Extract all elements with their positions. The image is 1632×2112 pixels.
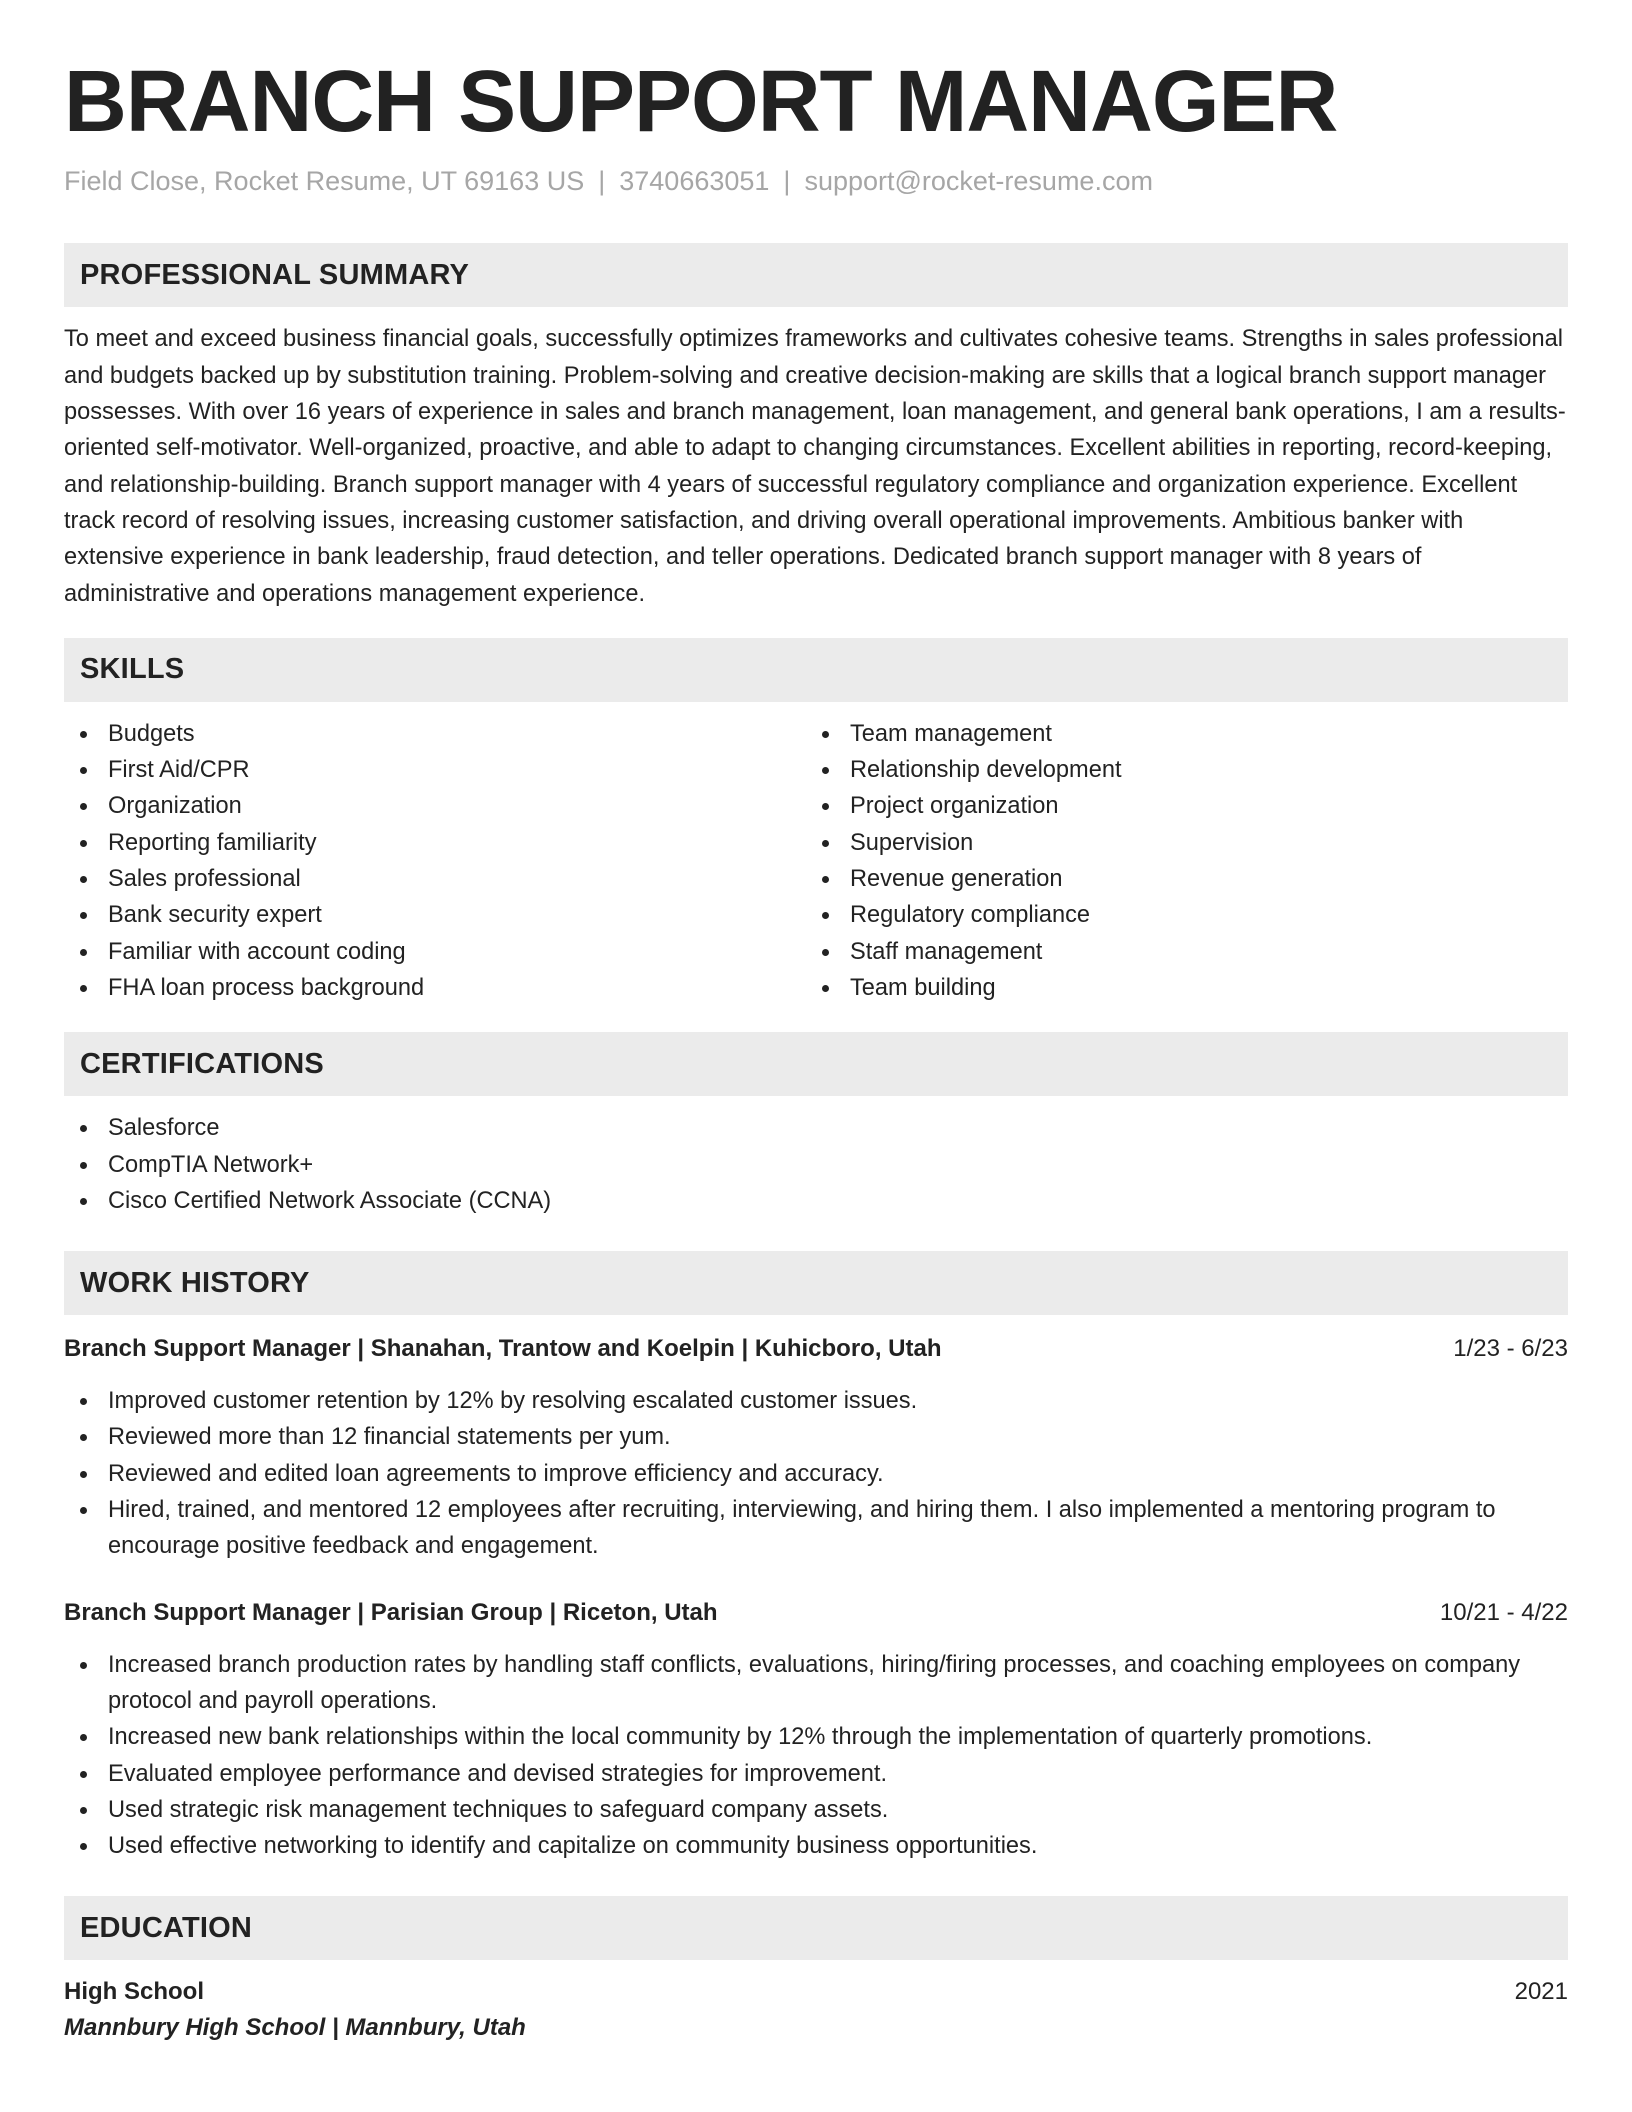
job-bullet: Improved customer retention by 12% by resolving escalated customer issues. (64, 1383, 1568, 1419)
job-dates: 10/21 - 4/22 (1439, 1598, 1568, 1626)
contact-separator: | (598, 166, 606, 197)
certification-item: Cisco Certified Network Associate (CCNA) (64, 1183, 1568, 1219)
job-bullets (64, 1647, 1568, 1865)
summary-text: To meet and exceed business financial goals, successfully optimizes frameworks and cultivates cohesive teams. Strengths in sales professional and budgets backed up by substitution training. Problem-solving and creative decision-making are skills that a logical branch support manager possesses. With over 16 years of experience in sales and branch management, loan management, and general bank operations, I am a results-oriented self-motivator. Well-organized, proactive, and able to adapt to changing circumstances. Excellent abilities in reporting, record-keeping, and relationship-building. Branch support manager with 4 years of successful regulatory compliance and organization experience. Excellent track record of resolving issues, increasing customer satisfaction, and driving overall operational improvements. Ambitious banker with extensive experience in bank leadership, fraud detection, and teller operations. Dedicated branch support manager with 8 years of administrative and operations management experience. (64, 326, 1566, 607)
job-bullet: Evaluated employee performance and devised strategies for improvement. (64, 1756, 1568, 1792)
job-bullet: Increased new bank relationships within the local community by 12% through the implementation of quarterly promotions. (64, 1719, 1568, 1755)
skill-item: Relationship development (806, 752, 1548, 788)
job-bullet: Increased branch production rates by handling staff conflicts, evaluations, hiring/firing processes, and coaching employees on company protocol and payroll operations. (64, 1647, 1568, 1720)
certification-item: Salesforce (64, 1110, 1568, 1146)
education-year: 2021 (1514, 1978, 1568, 2006)
job-entry (64, 1595, 1568, 1865)
contact-address: Field Close, Rocket Resume, UT 69163 US (64, 166, 585, 197)
skill-item: Project organization (806, 788, 1548, 824)
skills-column-left (64, 716, 806, 1006)
section-heading-skills: SKILLS (64, 638, 1568, 702)
job-header (64, 1595, 1568, 1631)
skill-item: Bank security expert (64, 897, 806, 933)
skill-item: Organization (64, 788, 806, 824)
skill-item: Revenue generation (806, 861, 1548, 897)
education-school: Mannbury High School | Mannbury, Utah (64, 2014, 526, 2042)
job-bullet: Used strategic risk management techniques to safeguard company assets. (64, 1792, 1568, 1828)
section-heading-certifications: CERTIFICATIONS (64, 1032, 1568, 1096)
job-bullet: Hired, trained, and mentored 12 employees after recruiting, interviewing, and hiring them. I also implemented a mentoring program to encourage positive feedback and engagement. (64, 1492, 1568, 1565)
section-heading-education: EDUCATION (64, 1896, 1568, 1960)
skill-item: Sales professional (64, 861, 806, 897)
skills-column-right (806, 716, 1548, 1006)
page-title: BRANCH SUPPORT MANAGER (64, 53, 1338, 150)
education-degree: High School (64, 1978, 204, 2006)
contact-line (64, 164, 1568, 199)
skill-item: Supervision (806, 825, 1548, 861)
job-dates: 1/23 - 6/23 (1453, 1335, 1568, 1363)
education-header (64, 1974, 1568, 2010)
contact-separator: | (783, 166, 791, 197)
section-heading-summary: PROFESSIONAL SUMMARY (64, 243, 1568, 307)
skill-item: Team management (806, 716, 1548, 752)
job-title: Branch Support Manager | Parisian Group | Riceton, Utah (64, 1598, 718, 1626)
job-bullet: Reviewed and edited loan agreements to improve efficiency and accuracy. (64, 1456, 1568, 1492)
skill-item: Regulatory compliance (806, 897, 1548, 933)
job-entry (64, 1331, 1568, 1564)
skill-item: Reporting familiarity (64, 825, 806, 861)
contact-email: support@rocket-resume.com (804, 166, 1153, 197)
education-entry (64, 1974, 1568, 2046)
skill-item: Familiar with account coding (64, 934, 806, 970)
skill-item: First Aid/CPR (64, 752, 806, 788)
job-header (64, 1331, 1568, 1367)
skill-item: Team building (806, 970, 1548, 1006)
section-heading-work-history: WORK HISTORY (64, 1251, 1568, 1315)
resume-page (64, 50, 1568, 2046)
job-title: Branch Support Manager | Shanahan, Trantow and Koelpin | Kuhicboro, Utah (64, 1335, 942, 1363)
certification-item: CompTIA Network+ (64, 1147, 1568, 1183)
skill-item: FHA loan process background (64, 970, 806, 1006)
contact-phone: 3740663051 (619, 166, 770, 197)
certifications-list (64, 1110, 1568, 1219)
job-bullet: Reviewed more than 12 financial statements per yum. (64, 1419, 1568, 1455)
skill-item: Budgets (64, 716, 806, 752)
job-bullets (64, 1383, 1568, 1564)
skills-grid (64, 716, 1568, 1006)
job-bullet: Used effective networking to identify and capitalize on community business opportunities. (64, 1828, 1568, 1864)
skill-item: Staff management (806, 934, 1548, 970)
